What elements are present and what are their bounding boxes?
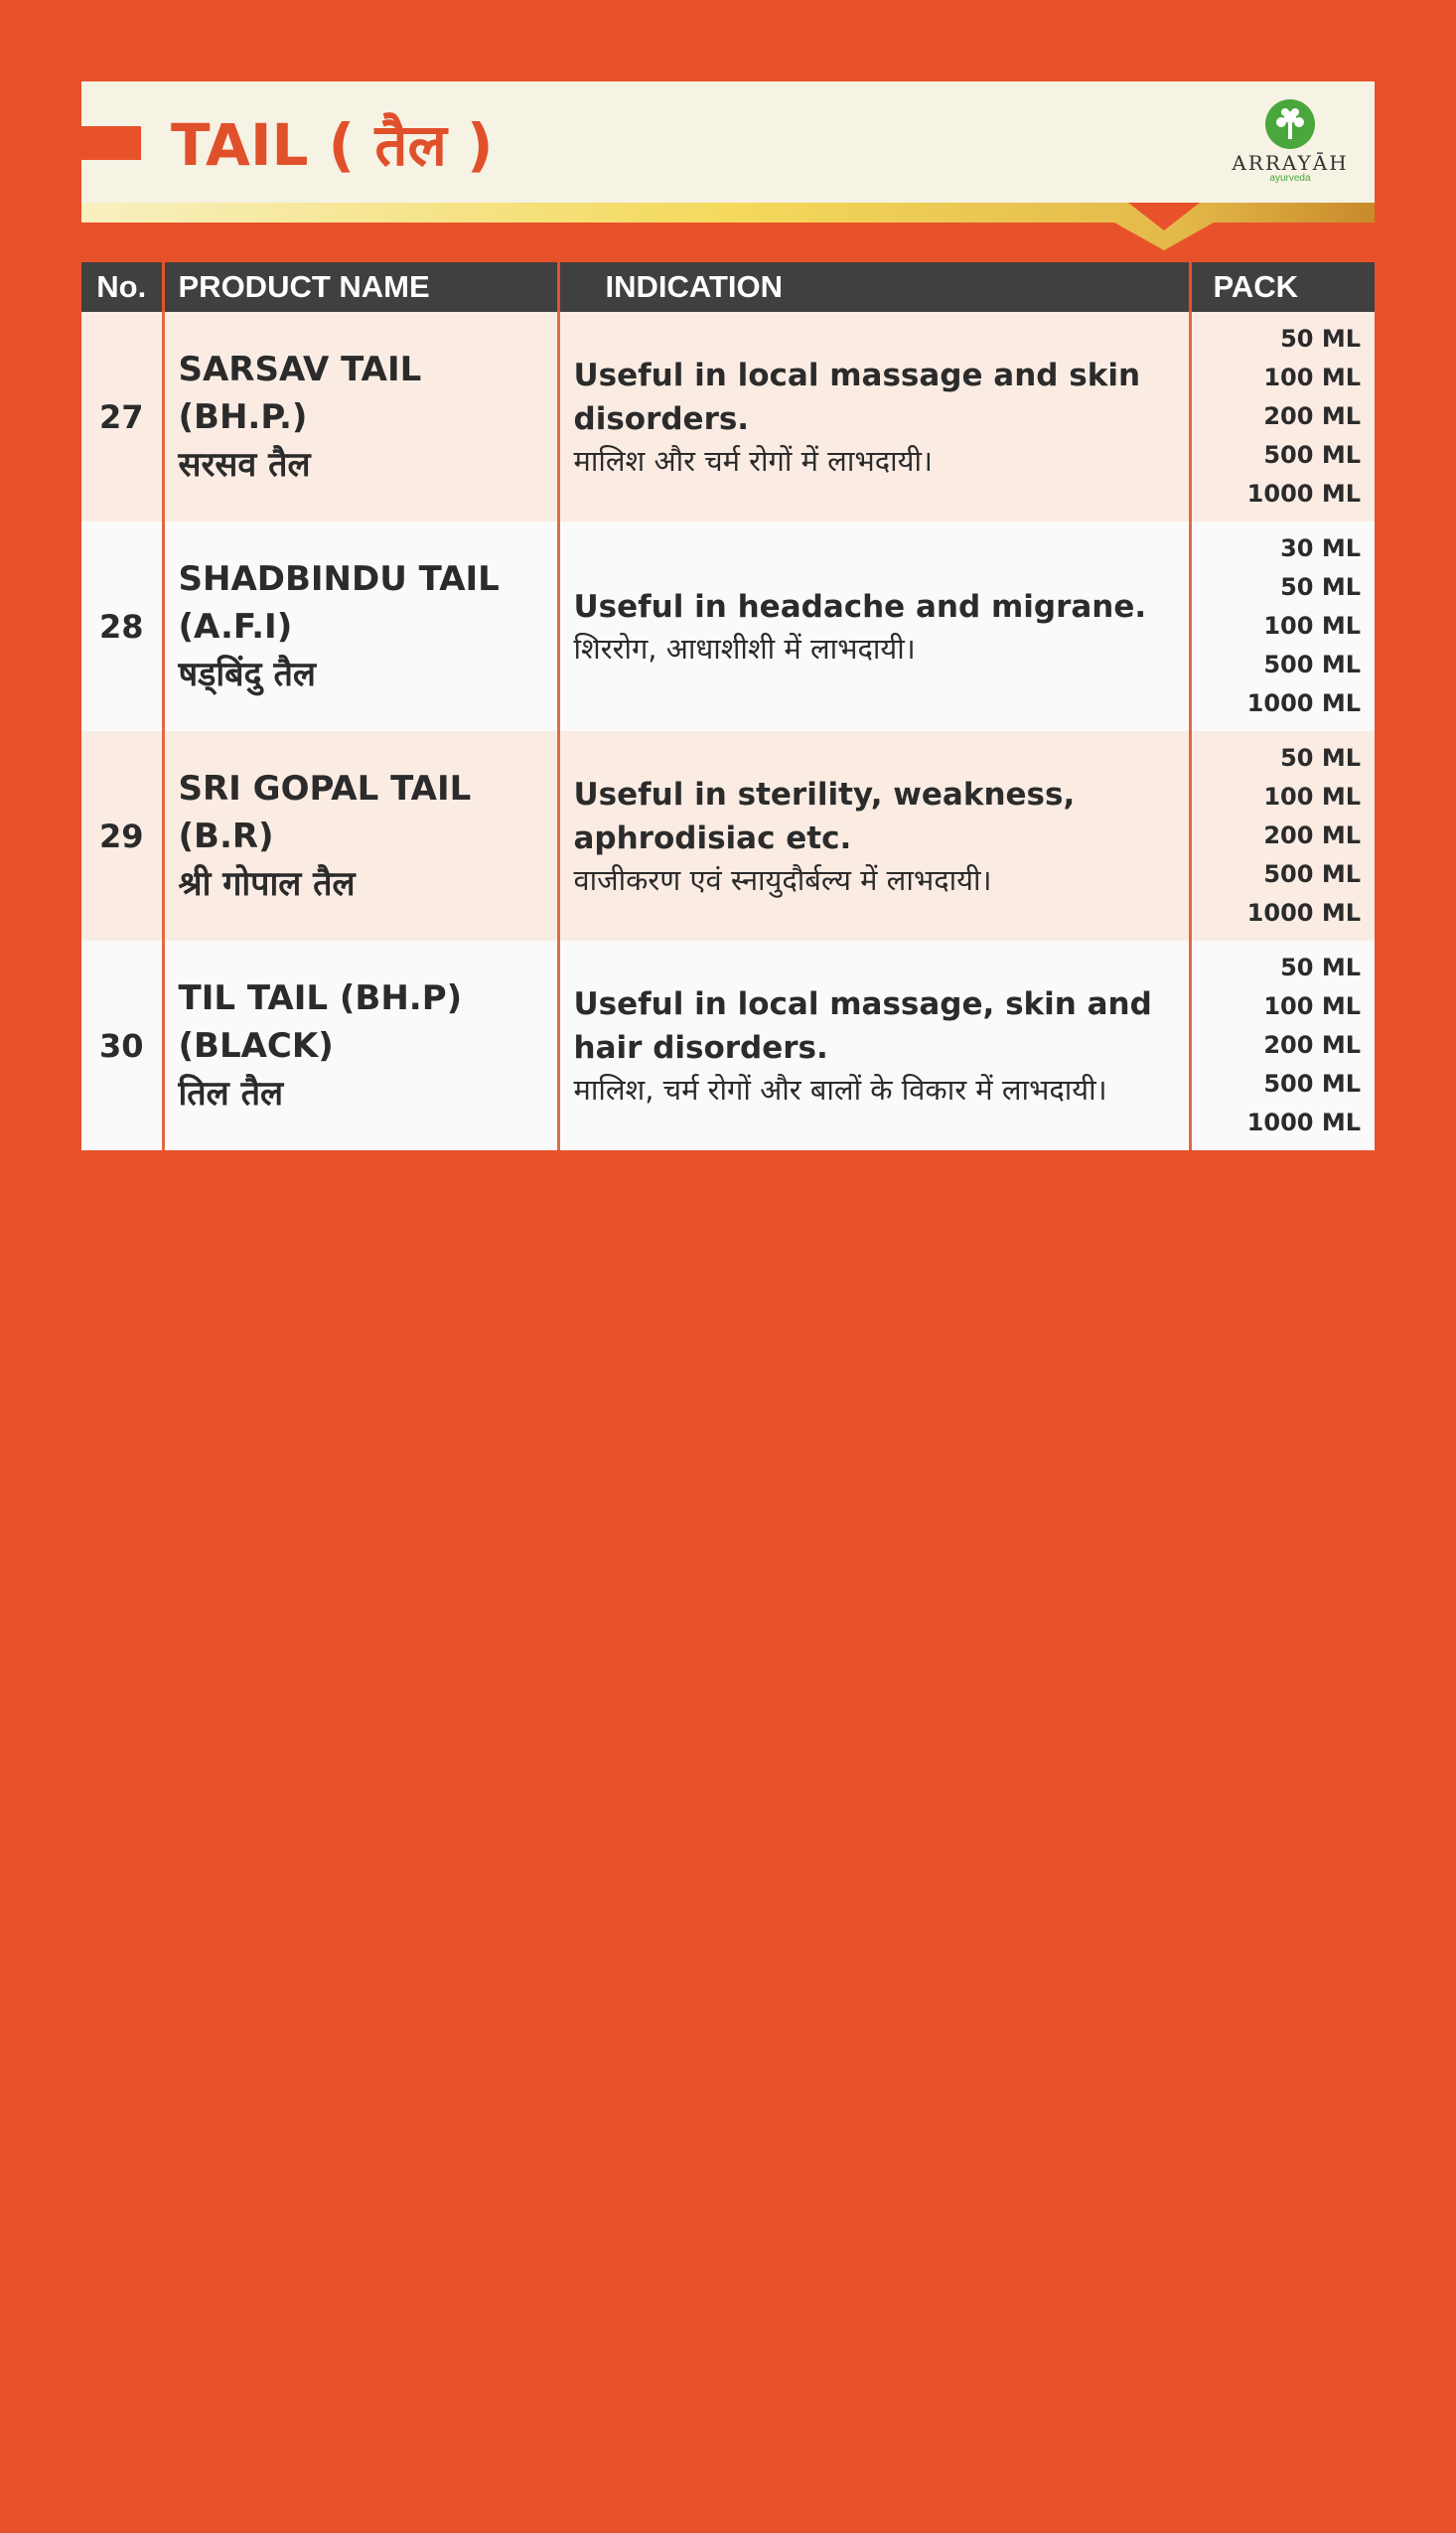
tree-icon (1265, 99, 1315, 149)
indication-hi: मालिश, चर्म रोगों और बालों के विकार में लाभदायी। (573, 1072, 1107, 1107)
pack-cell (1190, 941, 1375, 1150)
header-accent-bar (81, 126, 141, 160)
indication-cell (558, 522, 1190, 731)
pack-size: 1000 ML (1246, 899, 1361, 927)
product-name-cell (163, 522, 558, 731)
pack-size: 50 ML (1280, 573, 1361, 601)
column-header-indication: INDICATION (558, 262, 1190, 312)
pack-size: 50 ML (1280, 954, 1361, 981)
indication-cell (558, 941, 1190, 1150)
pack-size: 200 ML (1263, 821, 1361, 849)
column-header-pack: PACK (1190, 262, 1375, 312)
row-number: 30 (81, 941, 163, 1150)
product-name-cell (163, 941, 558, 1150)
product-name-en: SHADBINDU TAIL (A.F.I) (178, 558, 500, 647)
product-name-hi: षड्बिंदु तैल (178, 654, 316, 694)
pack-size: 200 ML (1263, 1031, 1361, 1059)
section-header (81, 81, 1375, 203)
product-name-en: TIL TAIL (BH.P)(BLACK) (178, 977, 463, 1066)
pack-size: 50 ML (1280, 325, 1361, 353)
pack-size: 500 ML (1263, 441, 1361, 469)
table-row (81, 522, 1375, 731)
column-header-no: No. (81, 262, 163, 312)
product-name-cell (163, 312, 558, 522)
indication-en: Useful in local massage and skin disorders. (573, 357, 1141, 437)
product-name-hi: तिल तैल (178, 1073, 284, 1114)
gold-ribbon (81, 203, 1375, 250)
pack-size: 100 ML (1263, 783, 1361, 811)
column-header-product-name: PRODUCT NAME (163, 262, 558, 312)
row-number: 29 (81, 731, 163, 941)
indication-en: Useful in headache and migrane. (573, 588, 1147, 625)
product-name-cell (163, 731, 558, 941)
brand-logo (1226, 99, 1355, 189)
page-title: TAIL ( तैल ) (171, 111, 494, 179)
brand-subtitle: ayurveda (1269, 173, 1311, 184)
pack-size: 500 ML (1263, 1070, 1361, 1098)
pack-size: 500 ML (1263, 860, 1361, 888)
pack-size: 200 ML (1263, 402, 1361, 430)
pack-size: 500 ML (1263, 651, 1361, 678)
product-name-hi: श्री गोपाल तैल (178, 863, 356, 904)
product-name-en: SARSAV TAIL (BH.P.) (178, 349, 422, 437)
product-name-hi: सरसव तैल (178, 444, 311, 485)
products-table (81, 262, 1375, 1150)
product-name-en: SRI GOPAL TAIL (B.R) (178, 768, 472, 856)
row-number: 28 (81, 522, 163, 731)
pack-size: 1000 ML (1246, 1109, 1361, 1136)
indication-cell (558, 731, 1190, 941)
table-header-row (81, 262, 1375, 312)
pack-size: 30 ML (1280, 534, 1361, 562)
brand-name: ARRAYĀH (1232, 151, 1349, 175)
indication-hi: शिररोग, आधाशीशी में लाभदायी। (573, 631, 916, 666)
pack-size: 100 ML (1263, 612, 1361, 640)
pack-size: 100 ML (1263, 992, 1361, 1020)
pack-size: 50 ML (1280, 744, 1361, 772)
pack-cell (1190, 522, 1375, 731)
table-row (81, 941, 1375, 1150)
indication-hi: वाजीकरण एवं स्नायुदौर्बल्य में लाभदायी। (573, 862, 992, 897)
indication-hi: मालिश और चर्म रोगों में लाभदायी। (573, 443, 933, 478)
pack-size: 100 ML (1263, 364, 1361, 391)
indication-en: Useful in sterility, weakness, aphrodisiac etc. (573, 776, 1076, 856)
pack-size: 1000 ML (1246, 689, 1361, 717)
pack-cell (1190, 731, 1375, 941)
table-row (81, 312, 1375, 522)
pack-size: 1000 ML (1246, 480, 1361, 508)
row-number: 27 (81, 312, 163, 522)
indication-cell (558, 312, 1190, 522)
indication-en: Useful in local massage, skin and hair disorders. (573, 985, 1152, 1066)
pack-cell (1190, 312, 1375, 522)
table-row (81, 731, 1375, 941)
